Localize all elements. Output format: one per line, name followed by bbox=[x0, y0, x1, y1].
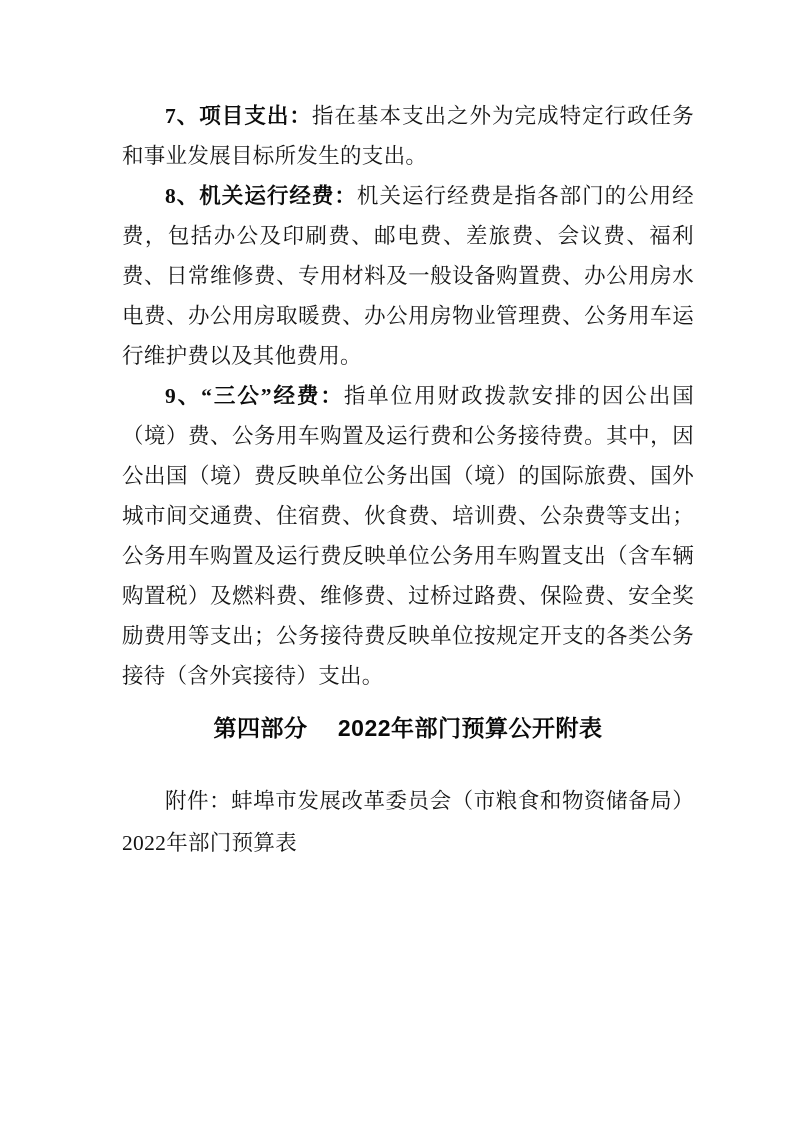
section-heading-part-four: 第四部分 2022年部门预算公开附表 bbox=[213, 715, 603, 741]
paragraph-body-9: 指单位用财政拨款安排的因公出国（境）费、公务用车购置及运行费和公务接待费。其中，因公出国（境）费反映单位公务出国（境）的国际旅费、国外城市间交通费、住宿费、伙食费、培训费、公杂费等支出；公务用车购置及运行费反映单位公务用车购置支出（含车辆购置税）及燃料费、维修费、过桥过路费、保险费、安全奖励费用等支出；公务接待费反映单位按规定开支的各类公务接待（含外宾接待）支出。 bbox=[122, 384, 694, 688]
paragraph-lead-7: 7、项目支出： bbox=[165, 104, 312, 128]
attachment-note: 附件：蚌埠市发展改革委员会（市粮食和物资储备局）2022年部门预算表 bbox=[122, 789, 694, 855]
definition-paragraph-three-public-funds bbox=[122, 376, 694, 696]
paragraph-lead-9: 9、“三公”经费： bbox=[165, 384, 344, 408]
paragraph-lead-8: 8、机关运行经费： bbox=[165, 184, 357, 208]
paragraph-body-7: 指在基本支出之外为完成特定行政任务和事业发展目标所发生的支出。 bbox=[122, 104, 694, 168]
definition-paragraph-project-expenditure bbox=[122, 96, 694, 176]
paragraph-body-8: 机关运行经费是指各部门的公用经费，包括办公及印刷费、邮电费、差旅费、会议费、福利费、日常维修费、专用材料及一般设备购置费、办公用房水电费、办公用房取暖费、办公用房物业管理费、公务用车运行维护费以及其他费用。 bbox=[122, 184, 694, 368]
definition-paragraph-agency-operating-funds bbox=[122, 176, 694, 376]
